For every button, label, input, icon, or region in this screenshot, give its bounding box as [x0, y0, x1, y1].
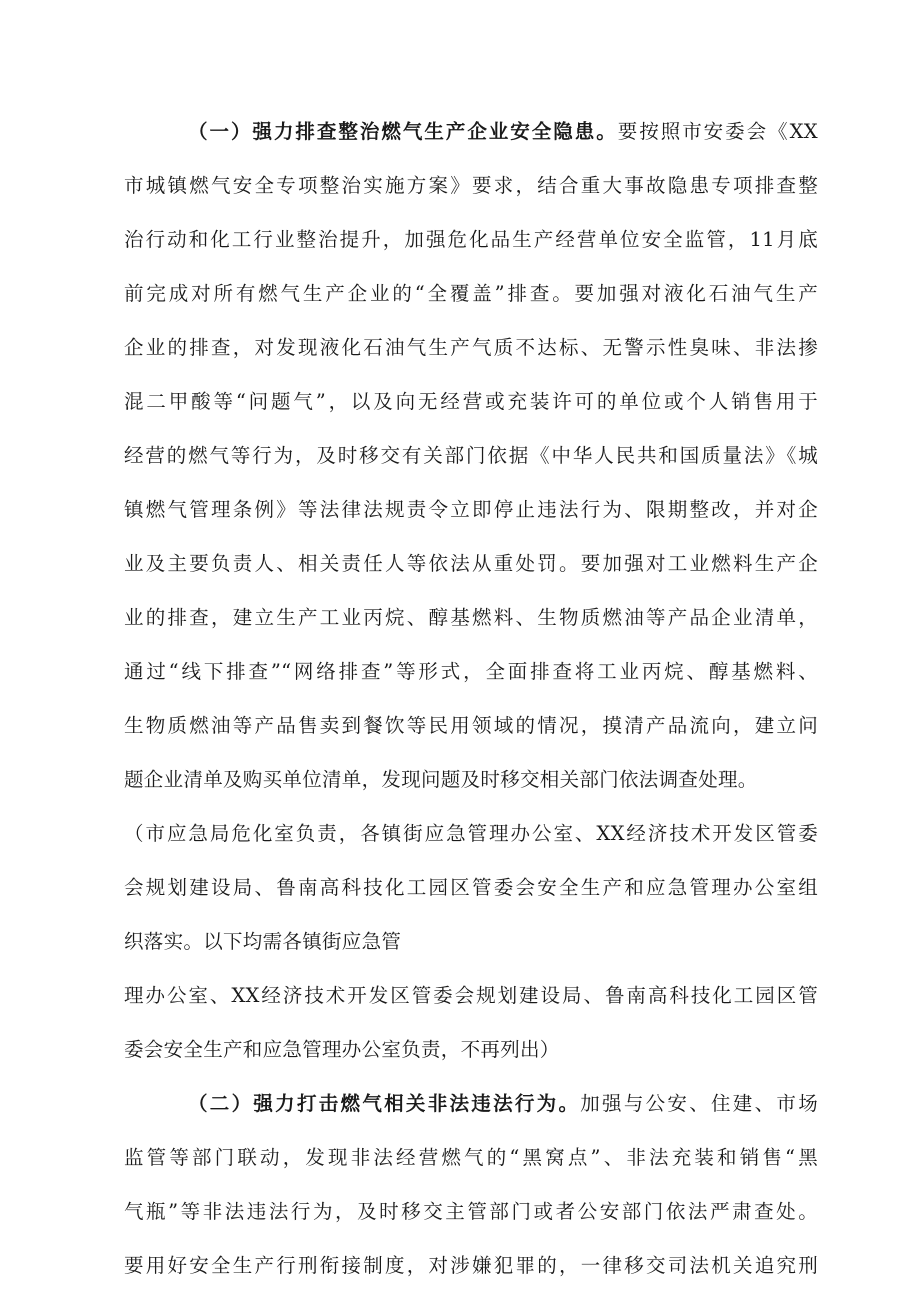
paragraph-1-line-17: 理办公室、XX经济技术开发区管委会规划建设局、鲁南高科技化工园区管	[124, 984, 818, 1007]
body-text: 加强与公安、住建、市场	[580, 1092, 818, 1115]
paragraph-1-line-1	[188, 118, 818, 146]
paragraph-2-line-4: 要用好安全生产行刑衔接制度，对涉嫌犯罪的，一律移交司法机关追究刑	[124, 1254, 818, 1277]
paragraph-1-line-11: 通过“线下排查”“网络排查”等形式，全面排查将工业丙烷、醇基燃料、	[124, 660, 818, 683]
paragraph-1-line-8: 镇燃气管理条例》等法律法规责令立即停止违法行为、限期整改，并对企	[124, 498, 818, 521]
section-heading-1: （一）强力排查整治燃气生产企业安全隐患。	[188, 120, 618, 143]
paragraph-1-line-15: 会规划建设局、鲁南高科技化工园区管委会安全生产和应急管理办公室组	[124, 876, 818, 899]
paragraph-1-line-5: 企业的排查，对发现液化石油气生产气质不达标、无警示性臭味、非法掺	[124, 336, 818, 359]
paragraph-2-line-1	[188, 1090, 818, 1118]
paragraph-2-line-3: 气瓶”等非法违法行为，及时移交主管部门或者公安部门依法严肃查处。	[124, 1200, 818, 1223]
paragraph-1-line-6: 混二甲酸等“问题气”，以及向无经营或充装许可的单位或个人销售用于	[124, 390, 818, 413]
paragraph-1-line-2: 市城镇燃气安全专项整治实施方案》要求，结合重大事故隐患专项排查整	[124, 174, 818, 197]
paragraph-1-line-16: 织落实。以下均需各镇街应急管	[124, 930, 402, 953]
paragraph-1-line-7: 经营的燃气等行为，及时移交有关部门依据《中华人民共和国质量法》《城	[124, 444, 818, 467]
body-text: 要按照市安委会《XX	[617, 120, 818, 143]
paragraph-1-line-13: 题企业清单及购买单位清单，发现问题及时移交相关部门依法调查处理。	[124, 768, 758, 791]
paragraph-1-line-14: （市应急局危化室负责，各镇街应急管理办公室、XX经济技术开发区管委	[124, 822, 818, 845]
paragraph-1-line-3: 治行动和化工行业整治提升，加强危化品生产经营单位安全监管，11月底	[124, 228, 818, 251]
paragraph-1-line-18: 委会安全生产和应急管理办公室负责，不再列出）	[124, 1038, 560, 1061]
paragraph-2-line-2: 监管等部门联动，发现非法经营燃气的“黑窝点”、非法充装和销售“黑	[124, 1146, 818, 1169]
paragraph-1-line-12: 生物质燃油等产品售卖到餐饮等民用领域的情况，摸清产品流向，建立问	[124, 714, 818, 737]
paragraph-1-line-9: 业及主要负责人、相关责任人等依法从重处罚。要加强对工业燃料生产企	[124, 552, 818, 575]
section-heading-2: （二）强力打击燃气相关非法违法行为。	[188, 1092, 581, 1115]
paragraph-1-line-4: 前完成对所有燃气生产企业的“全覆盖”排查。要加强对液化石油气生产	[124, 282, 818, 305]
paragraph-1-line-10: 业的排查，建立生产工业丙烷、醇基燃料、生物质燃油等产品企业清单，	[124, 606, 818, 629]
